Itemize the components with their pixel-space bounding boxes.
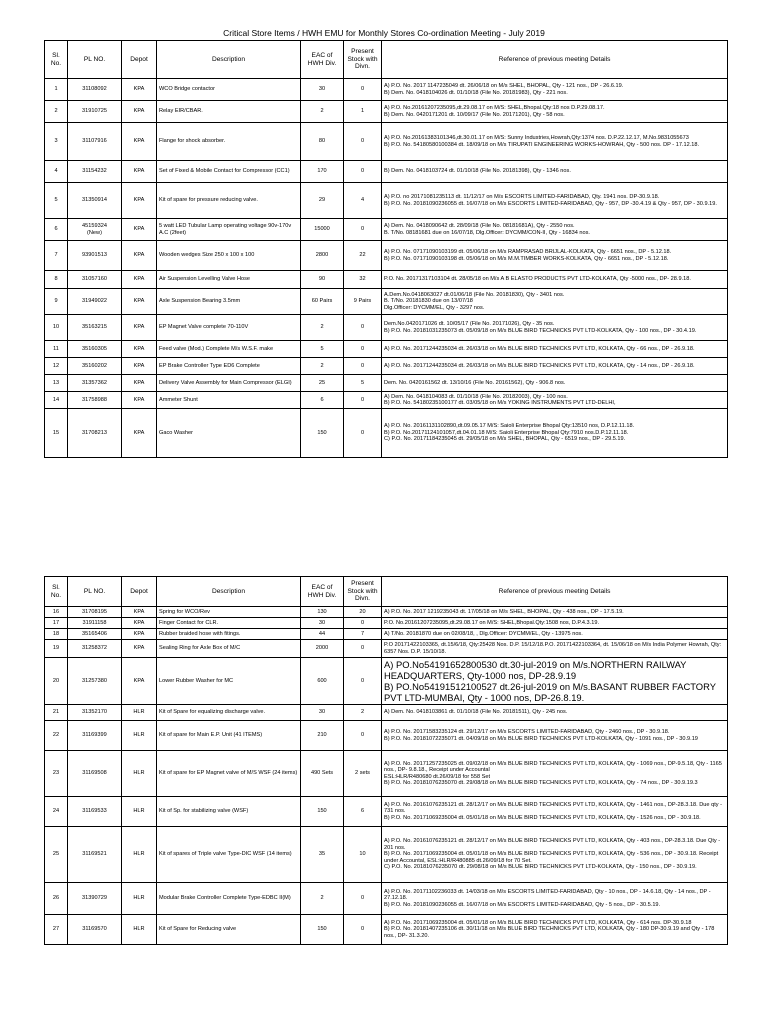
cell-present-stock: 9 Pairs xyxy=(344,289,382,315)
table-header-row xyxy=(45,41,728,79)
cell-eac: 600 xyxy=(301,658,344,705)
header-sl-no: Sl. No. xyxy=(45,41,68,79)
cell-depot: KPA xyxy=(122,658,157,705)
cell-depot: KPA xyxy=(122,341,157,358)
cell-present-stock: 0 xyxy=(344,915,382,945)
cell-description: Air Suspension Levelling Valve Hose xyxy=(157,271,301,289)
cell-eac: 25 xyxy=(301,375,344,392)
cell-description: Wooden wedges Size 250 x 100 x 100 xyxy=(157,241,301,271)
header-depot: Depot xyxy=(122,577,157,607)
cell-reference xyxy=(382,658,728,705)
header-pl-no: PL NO. xyxy=(68,577,122,607)
table-row xyxy=(45,123,728,161)
cell-eac: 2 xyxy=(301,883,344,915)
cell-eac: 2 xyxy=(301,101,344,123)
cell-pl-no: 31352170 xyxy=(68,705,122,721)
cell-pl-no: 35163215 xyxy=(68,315,122,341)
cell-depot: HLR xyxy=(122,883,157,915)
cell-eac: 30 xyxy=(301,705,344,721)
cell-sl-no: 21 xyxy=(45,705,68,721)
cell-sl-no: 13 xyxy=(45,375,68,392)
cell-sl-no: 23 xyxy=(45,751,68,797)
cell-reference xyxy=(382,827,728,883)
cell-reference xyxy=(382,375,728,392)
cell-depot: HLR xyxy=(122,915,157,945)
cell-depot: KPA xyxy=(122,271,157,289)
cell-reference xyxy=(382,358,728,375)
cell-description: Rubber braided hose with fitings. xyxy=(157,629,301,640)
table-row xyxy=(45,705,728,721)
cell-present-stock: 7 xyxy=(344,629,382,640)
reference-line: A) P.O. No. 20161131102890,dt.09.05.17 M/S: Saioli Enterprise Bhopal Qty:13510 nos, D.P.12.11.18. xyxy=(384,423,635,430)
reference-line: C) P.O. No. 20171184235045 dt. 29/05/18 on M/s SHEL, BHOPAL, Qty - 6519 nos., DP - 29.5.19. xyxy=(384,436,626,443)
cell-description: Delivery Valve Assembly for Main Compressor (ELGI) xyxy=(157,375,301,392)
cell-reference xyxy=(382,640,728,658)
reference-line: P.O. No.20161207235095,dt.29.08.17 on M/S: SHEL,Bhopal.Qty:1508 nos, D.P.4.3.19. xyxy=(384,619,599,626)
reference-line: A) PO.No54191652800530 dt.30-jul-2019 on M/s.NORTHERN RAILWAY HEADQUARTERS, Qty-1000 nos, DP-28.9.19 xyxy=(384,659,687,681)
cell-depot: KPA xyxy=(122,289,157,315)
cell-depot: KPA xyxy=(122,375,157,392)
cell-depot: KPA xyxy=(122,161,157,183)
reference-line: B) Dem. No. 0420171201 dt. 10/09/17 (File No. 20171201), Qty - 58 nos. xyxy=(384,111,565,118)
table-row xyxy=(45,658,728,705)
cell-sl-no: 2 xyxy=(45,101,68,123)
cell-eac: 2 xyxy=(301,358,344,375)
cell-pl-no: 31758988 xyxy=(68,392,122,409)
cell-reference xyxy=(382,79,728,101)
cell-description: EP Brake Controller Type ED6 Complete xyxy=(157,358,301,375)
reference-line: A) P.O. No. 07171090103199 dt. 05/06/18 on M/s RAMPRASAD BRIJLAL-KOLKATA, Qty - 6651 nos., DP - 5.12.18. xyxy=(384,249,672,255)
cell-pl-no: 31169521 xyxy=(68,827,122,883)
header-present-stock: Present Stock with Divn. xyxy=(344,41,382,79)
cell-sl-no: 7 xyxy=(45,241,68,271)
reference-line: ESL:HLR/R480680 dt.26/09/18 for 558 Set xyxy=(384,773,491,780)
cell-sl-no: 8 xyxy=(45,271,68,289)
reference-line: B) P.O. No. 20171069235004 dt. 05/01/18 on M/s BLUE BIRD TECHNICKS PVT LTD, KOLKATA, Qty - 536 nos., DP - 30.9.18. Receipt under Accountal, ESL:HLR/R480885 dt.26/09/18 for 70 Set. xyxy=(384,851,719,864)
cell-reference xyxy=(382,797,728,827)
cell-pl-no: 31107916 xyxy=(68,123,122,161)
reference-line: B) P.O. No. 20181076235070 dt. 29/08/18 on M/s BLUE BIRD TECHNICKS PVT LTD, KOLKATA, Qty - 74 nos., DP - 30.9.19.3 xyxy=(384,780,698,786)
table-row xyxy=(45,358,728,375)
cell-eac: 2800 xyxy=(301,241,344,271)
cell-depot: HLR xyxy=(122,797,157,827)
cell-depot: KPA xyxy=(122,629,157,640)
cell-pl-no: 45159324 (New) xyxy=(68,219,122,241)
cell-pl-no: 35160305 xyxy=(68,341,122,358)
reference-line: A.Dem.No.0418063027 dt.01/06/18 (File No. 20181830), Qty - 3401 nos. xyxy=(384,291,565,298)
cell-eac: 150 xyxy=(301,409,344,458)
cell-description: Lower Rubber Washer for MC xyxy=(157,658,301,705)
cell-present-stock: 5 xyxy=(344,375,382,392)
cell-eac: 210 xyxy=(301,721,344,751)
reference-line: B. T/No. 08181681 due on 16/07/18, Dlg.Officer: DYCMM/CON-II, Qty - 16834 nos. xyxy=(384,229,590,236)
cell-pl-no: 31169570 xyxy=(68,915,122,945)
cell-sl-no: 5 xyxy=(45,183,68,219)
reference-line: A) P.O. No. 2017 1219235043 dt. 17/05/18 on M/s SHEL, BHOPAL, Qty - 438 nos., DP - 17.5.19. xyxy=(384,608,624,615)
cell-description: Gaco Washer xyxy=(157,409,301,458)
cell-eac: 5 xyxy=(301,341,344,358)
table-row xyxy=(45,618,728,629)
cell-depot: KPA xyxy=(122,123,157,161)
cell-sl-no: 22 xyxy=(45,721,68,751)
reference-line: B) P.O. No. 20171069235004 dt. 05/01/18 on M/s BLUE BIRD TECHNICKS PVT LTD, KOLKATA, Qty - 1526 nos., DP - 30.9.18. xyxy=(384,814,701,821)
cell-present-stock: 0 xyxy=(344,392,382,409)
cell-present-stock: 32 xyxy=(344,271,382,289)
cell-depot: KPA xyxy=(122,640,157,658)
cell-sl-no: 3 xyxy=(45,123,68,161)
cell-sl-no: 25 xyxy=(45,827,68,883)
cell-reference xyxy=(382,392,728,409)
reference-line: A) P.O. No. 20161076235121 dt. 28/12/17 on M/s BLUE BIRD TECHNICKS PVT LTD, KOLKATA, Qty - 403 nos., DP-28.3.18. Due Qty - 201 nos. xyxy=(384,838,721,851)
reference-line: P.O 20171422103365, dt.15/6/18, Qty:25428 Nos. D.P. 15/12/18.P.O. 20171422103364, dt. 15/06/18 on M/s India Polymer Howrah, Qty: 6357 Nos. D.P. 15/10/18. xyxy=(384,642,722,655)
cell-pl-no: 31169508 xyxy=(68,751,122,797)
cell-present-stock: 22 xyxy=(344,241,382,271)
cell-reference xyxy=(382,123,728,161)
cell-eac: 29 xyxy=(301,183,344,219)
cell-description: Axle Suspension Bearing 3.5mm xyxy=(157,289,301,315)
reference-line: B) P.O. No. 20181072235071 dt. 04/09/18 on M/s BLUE BIRD TECHNICKS PVT LTD-KOLKATA, Qty - 1091 nos., DP - 30.9.19 xyxy=(384,735,698,742)
cell-present-stock: 1 xyxy=(344,101,382,123)
cell-description: EP Magnet Valve complete 70-110V xyxy=(157,315,301,341)
table-row xyxy=(45,883,728,915)
cell-present-stock: 0 xyxy=(344,79,382,101)
cell-description: Finger Contact for CLR. xyxy=(157,618,301,629)
cell-depot: KPA xyxy=(122,101,157,123)
cell-depot: HLR xyxy=(122,751,157,797)
cell-depot: HLR xyxy=(122,827,157,883)
cell-depot: KPA xyxy=(122,618,157,629)
cell-eac: 150 xyxy=(301,797,344,827)
table-row xyxy=(45,751,728,797)
cell-present-stock: 2 xyxy=(344,705,382,721)
cell-present-stock: 0 xyxy=(344,409,382,458)
cell-sl-no: 10 xyxy=(45,315,68,341)
cell-eac: 6 xyxy=(301,392,344,409)
cell-eac: 90 xyxy=(301,271,344,289)
reference-line: C) P.O. No. 20181076235070 dt. 29/08/18 on M/s BLUE BIRD TECHNICKS PVT LTD-KOLKATA, Qty - 150 nos., DP - 30.9.19. xyxy=(384,864,697,871)
cell-eac: 170 xyxy=(301,161,344,183)
reference-line: Dem.No.0420171026 dt. 10/05/17 (File No. 20171026), Qty - 35 nos. xyxy=(384,321,555,327)
reference-line: B) P.O. No. 20181090236055 dt. 16/07/18 on M/s ESCORTS LIMITED-FARIDABAD, Qty - 5 nos., DP - 30.5.19. xyxy=(384,901,661,908)
table-row xyxy=(45,289,728,315)
header-present-stock: Present Stock with Divn. xyxy=(344,577,382,607)
table-row xyxy=(45,375,728,392)
cell-pl-no: 31258372 xyxy=(68,640,122,658)
cell-depot: KPA xyxy=(122,79,157,101)
cell-description: 5 watt LED Tubular Lamp operating voltage 90v-170v A.C (2feet) xyxy=(157,219,301,241)
table-row xyxy=(45,161,728,183)
reference-line: B) P.O. No. 54180235100177 dt. 03/05/18 on M/s YOKING INSTRUMENTS PVT LTD-DELHI, xyxy=(384,400,616,406)
reference-line: A) T/No. 20181870 due on 02/08/18, , Dlg.Officer: DYCMM/EL, Qty - 13975 nos. xyxy=(384,630,583,637)
cell-eac: 30 xyxy=(301,79,344,101)
reference-line: A) Dem. No. 0418090642 dt. 28/09/18 (File No. 08181681A), Qty - 2550 nos. xyxy=(384,223,575,229)
cell-description: WCO Bridge contactor xyxy=(157,79,301,101)
cell-pl-no: 31169399 xyxy=(68,721,122,751)
cell-eac: 44 xyxy=(301,629,344,640)
cell-present-stock: 0 xyxy=(344,658,382,705)
cell-pl-no: 31357362 xyxy=(68,375,122,392)
cell-reference xyxy=(382,101,728,123)
cell-present-stock: 0 xyxy=(344,640,382,658)
cell-pl-no: 31910725 xyxy=(68,101,122,123)
cell-description: Modular Brake Controller Complete Type-EDBC II(M) xyxy=(157,883,301,915)
document-title: Critical Store Items / HWH EMU for Monthly Stores Co-ordination Meeting - July 2019 xyxy=(223,28,545,38)
cell-pl-no: 31708195 xyxy=(68,607,122,618)
cell-pl-no: 31257380 xyxy=(68,658,122,705)
cell-eac: 35 xyxy=(301,827,344,883)
cell-description: Kit of spares of Triple valve Type-DIC WSF (14 items) xyxy=(157,827,301,883)
cell-eac: 60 Pairs xyxy=(301,289,344,315)
cell-sl-no: 14 xyxy=(45,392,68,409)
cell-sl-no: 16 xyxy=(45,607,68,618)
cell-eac: 490 Sets xyxy=(301,751,344,797)
header-reference: Reference of previous meeting Details xyxy=(382,41,728,79)
cell-pl-no: 31154232 xyxy=(68,161,122,183)
cell-present-stock: 4 xyxy=(344,183,382,219)
cell-reference xyxy=(382,271,728,289)
cell-depot: KPA xyxy=(122,241,157,271)
reference-line: A) P.O. No. 20171583235124 dt. 29/12/17 on M/s ESCORTS LIMITED-FARIDABAD, Qty - 2460 nos., DP - 30.9.18. xyxy=(384,729,670,735)
cell-description: Spring for WCO/Rev xyxy=(157,607,301,618)
reference-line: A) P.O. no 20171081235113 dt. 11/12/17 on M/s ESCORTS LIMITED-FARIDABAD, Qty. 1941 nos. DP-30.9.18. xyxy=(384,194,660,200)
cell-sl-no: 24 xyxy=(45,797,68,827)
table-row xyxy=(45,629,728,640)
cell-depot: KPA xyxy=(122,315,157,341)
table-row xyxy=(45,607,728,618)
cell-sl-no: 12 xyxy=(45,358,68,375)
cell-present-stock: 0 xyxy=(344,618,382,629)
cell-eac: 30 xyxy=(301,618,344,629)
critical-items-table-2 xyxy=(44,576,728,945)
reference-line: B) P.O. No. 20181090236055 dt. 16/07/18 on M/s ESCORTS LIMITED-FARIDABAD, Qty - 957, DP -30.4.19 & Qty - 957, DP - 30.9.19. xyxy=(384,200,717,207)
cell-sl-no: 26 xyxy=(45,883,68,915)
cell-eac: 150 xyxy=(301,915,344,945)
cell-depot: HLR xyxy=(122,705,157,721)
cell-reference xyxy=(382,705,728,721)
table-row xyxy=(45,721,728,751)
reference-line: A) P.O. No. 2017 1147235049 dt. 26/06/18 on M/s SHEL, BHOPAL, Qty - 121 nos., DP - 26.6.19. xyxy=(384,83,624,89)
cell-pl-no: 31057160 xyxy=(68,271,122,289)
cell-eac: 130 xyxy=(301,607,344,618)
reference-line: A) P.O. No. 20171102236033 dt. 14/03/18 on M/s ESCORTS LIMITED-FARIDABAD, Qty - 10 nos., DP - 14.6.18, Qty - 14 nos., DP - 27.12.18. xyxy=(384,888,711,902)
cell-description: Kit of Sp. for stabilizing valve (WSF) xyxy=(157,797,301,827)
cell-description: Ammeter Shunt xyxy=(157,392,301,409)
table-row xyxy=(45,271,728,289)
cell-present-stock: 0 xyxy=(344,883,382,915)
table-row xyxy=(45,392,728,409)
cell-depot: HLR xyxy=(122,721,157,751)
reference-line: B. T/No. 20181830 due on 13/07/18 xyxy=(384,298,473,305)
cell-eac: 2000 xyxy=(301,640,344,658)
cell-present-stock: 0 xyxy=(344,219,382,241)
cell-description: Relay EIR/CBAR. xyxy=(157,101,301,123)
cell-present-stock: 0 xyxy=(344,341,382,358)
reference-line: Dem. No. 0420161562 dt. 13/10/16 (File No. 20161562), Qty - 906.8 nos. xyxy=(384,379,566,386)
cell-eac: 15000 xyxy=(301,219,344,241)
header-depot: Depot xyxy=(122,41,157,79)
cell-description: Kit of spare for pressure reducing valve. xyxy=(157,183,301,219)
header-eac: EAC of HWH Div. xyxy=(301,577,344,607)
header-sl-no: Sl. No. xyxy=(45,577,68,607)
reference-line: B) PO.No54191512100527 dt.26-jul-2019 on M/s.BASANT RUBBER FACTORY PVT LTD-MUMBAI, Qty - 1000 nos, DP-26.8.19. xyxy=(384,681,716,703)
cell-reference xyxy=(382,241,728,271)
reference-line: A) P.O. No. 20171244235034 dt. 26/03/18 on M/s BLUE BIRD TECHNICKS PVT LTD, KOLKATA, Qty - 66 nos., DP - 26.9.18. xyxy=(384,345,695,352)
cell-description: Kit of spare for EP Magnet valve of M/S WSF (24 items) xyxy=(157,751,301,797)
cell-description: Sealing Ring for Axle Box of M/C xyxy=(157,640,301,658)
cell-pl-no: 31350914 xyxy=(68,183,122,219)
cell-present-stock: 0 xyxy=(344,123,382,161)
table-row xyxy=(45,183,728,219)
header-description: Description xyxy=(157,577,301,607)
reference-line: B) P.O. No.20171124101057,dt.04.01.18 M/S: Saioli Enterprise Bhopal Qty:7910 nos.D.P.12.11.18. xyxy=(384,429,629,436)
reference-line: A) P.O. No. 20161076235121 dt. 28/12/17 on M/s BLUE BIRD TECHNICKS PVT LTD, KOLKATA, Qty - 1461 nos., DP-28.3.18. Due qty - 731 nos. xyxy=(384,801,722,815)
reference-line: A) P.O. No. 20171257235025 dt. 09/02/18 on M/s BLUE BIRD TECHNICKS PVT LTD, KOLKATA, Qty - 1069 nos., DP-9.5.18, Qty - 1165 nos., DP- 9.8.18., Receipt under Accountal xyxy=(384,760,722,773)
cell-present-stock: 0 xyxy=(344,358,382,375)
cell-present-stock: 0 xyxy=(344,315,382,341)
cell-pl-no: 93901513 xyxy=(68,241,122,271)
cell-reference xyxy=(382,315,728,341)
header-description: Description xyxy=(157,41,301,79)
cell-eac: 2 xyxy=(301,315,344,341)
cell-depot: KPA xyxy=(122,183,157,219)
cell-reference xyxy=(382,618,728,629)
cell-sl-no: 11 xyxy=(45,341,68,358)
cell-pl-no: 31169533 xyxy=(68,797,122,827)
table-row xyxy=(45,640,728,658)
cell-reference xyxy=(382,289,728,315)
cell-pl-no: 31390729 xyxy=(68,883,122,915)
cell-reference xyxy=(382,915,728,945)
cell-eac: 80 xyxy=(301,123,344,161)
cell-depot: KPA xyxy=(122,219,157,241)
cell-reference xyxy=(382,219,728,241)
critical-items-table-1 xyxy=(44,40,728,458)
table-row xyxy=(45,101,728,123)
reference-line: B) P.O. No. 54180580100384 dt. 18/09/18 on M/s TIRUPATI ENGINEERING WORKS-HOWRAH, Qty - 500 nos. DP - 17.12.18. xyxy=(384,141,700,148)
reference-line: B) P.O. No. 20181031235073 dt. 05/09/18 on M/s BLUE BIRD TECHNICKS PVT LTD-KOLKATA, Qty - 100 nos., DP - 30.4.19. xyxy=(384,327,697,334)
header-eac: EAC of HWH Div. xyxy=(301,41,344,79)
cell-description: Feed valve (Mod.) Complete M/s W.S.F. make xyxy=(157,341,301,358)
cell-present-stock: 2 sets xyxy=(344,751,382,797)
cell-present-stock: 10 xyxy=(344,827,382,883)
cell-depot: KPA xyxy=(122,607,157,618)
cell-sl-no: 6 xyxy=(45,219,68,241)
cell-reference xyxy=(382,883,728,915)
cell-present-stock: 0 xyxy=(344,721,382,751)
cell-pl-no: 35160202 xyxy=(68,358,122,375)
table-row xyxy=(45,915,728,945)
cell-pl-no: 31949022 xyxy=(68,289,122,315)
table-header-row xyxy=(45,577,728,607)
cell-reference xyxy=(382,183,728,219)
cell-sl-no: 15 xyxy=(45,409,68,458)
cell-pl-no: 31108092 xyxy=(68,79,122,101)
cell-sl-no: 4 xyxy=(45,161,68,183)
cell-sl-no: 19 xyxy=(45,640,68,658)
table-row xyxy=(45,315,728,341)
reference-line: A) Dem. No. 0418104083 dt. 01/10/18 (File No. 20182003), Qty - 100 nos. xyxy=(384,393,568,400)
reference-line: A) Dem. No. 0418103861 dt. 01/10/18 (File No. 20181511), Qty - 245 nos. xyxy=(384,709,568,716)
reference-line: A) P.O. No. 20171069235004 dt. 05/01/18 on M/s BLUE BIRD TECHNICKS PVT LTD, KOLKATA, Qty - 614 nos. DP-30.9.18 xyxy=(384,919,692,926)
cell-depot: KPA xyxy=(122,358,157,375)
cell-present-stock: 20 xyxy=(344,607,382,618)
reference-line: A) P.O. No.20161207235095,dt.29.08.17 on M/S: SHEL,Bhopal.Qty:18 nos D.P.29.08.17. xyxy=(384,105,605,111)
cell-sl-no: 20 xyxy=(45,658,68,705)
cell-sl-no: 17 xyxy=(45,618,68,629)
cell-reference xyxy=(382,751,728,797)
reference-line: A) P.O. No.20161383101346,dt.30.01.17 on M/S: Sunny Industries,Howrah,Qty:1374 nos. D.P.22.12.17, M.No.9831055673 xyxy=(384,135,689,141)
cell-sl-no: 18 xyxy=(45,629,68,640)
cell-reference xyxy=(382,341,728,358)
cell-sl-no: 1 xyxy=(45,79,68,101)
cell-reference xyxy=(382,721,728,751)
cell-pl-no: 31708213 xyxy=(68,409,122,458)
cell-present-stock: 6 xyxy=(344,797,382,827)
cell-present-stock: 0 xyxy=(344,161,382,183)
cell-description: Kit of spare for Main E.P. Unit (41 ITEMS) xyxy=(157,721,301,751)
reference-line: B) Dem. No. 0418104026 dt. 01/10/18 (File No. 20181983), Qty - 221 nos. xyxy=(384,89,568,96)
cell-depot: KPA xyxy=(122,409,157,458)
reference-line: B) Dem. No. 0418103724 dt. 01/10/18 (File No. 20181398), Qty - 1346 nos. xyxy=(384,168,571,175)
cell-description: Kit of Spare for Reducing valve xyxy=(157,915,301,945)
reference-line: P.O. No. 20171317103104 dt. 28/05/18 on M/s A B ELASTO PRODUCTS PVT LTD-KOLKATA, Qty -5000 nos., DP- 28.9.18. xyxy=(384,276,691,283)
cell-description: Set of Fixed & Mobile Contact for Compressor (CC1) xyxy=(157,161,301,183)
table-row xyxy=(45,219,728,241)
reference-line: A) P.O. No. 20171244235034 dt. 26/03/18 on M/s BLUE BIRD TECHNICKS PVT LTD, KOLKATA, Qty - 14 nos., DP - 26.9.18. xyxy=(384,362,695,369)
table-row xyxy=(45,79,728,101)
reference-line: B) P.O. No. 07171090103198 dt. 05/06/18 on M/s M.M.TIMBER WORKS-KOLKATA, Qty - 6651 nos., DP - 5.12.18. xyxy=(384,255,669,262)
cell-sl-no: 9 xyxy=(45,289,68,315)
table-row xyxy=(45,827,728,883)
table-row xyxy=(45,797,728,827)
cell-reference xyxy=(382,607,728,618)
header-reference: Reference of previous meeting Details xyxy=(382,577,728,607)
reference-line: Dlg.Officer: DYCMM/EL, Qty - 3297 nos. xyxy=(384,304,485,311)
cell-pl-no: 35165406 xyxy=(68,629,122,640)
cell-reference xyxy=(382,409,728,458)
table-row xyxy=(45,409,728,458)
cell-description: Kit of Spare for equalizing discharge valve. xyxy=(157,705,301,721)
table-row xyxy=(45,341,728,358)
cell-reference xyxy=(382,629,728,640)
cell-pl-no: 31911158 xyxy=(68,618,122,629)
cell-reference xyxy=(382,161,728,183)
cell-description: Flange for shock absorber. xyxy=(157,123,301,161)
reference-line: B) P.O. No. 20181407235106 dt. 30/11/18 on M/s BLUE BIRD TECHNICKS PVT LTD, KOLKATA, Qty - 180 DP-30.9.19 and Qty - 178 nos., DP- 31.3.20. xyxy=(384,926,715,939)
cell-sl-no: 27 xyxy=(45,915,68,945)
header-pl-no: PL NO. xyxy=(68,41,122,79)
table-row xyxy=(45,241,728,271)
cell-depot: KPA xyxy=(122,392,157,409)
